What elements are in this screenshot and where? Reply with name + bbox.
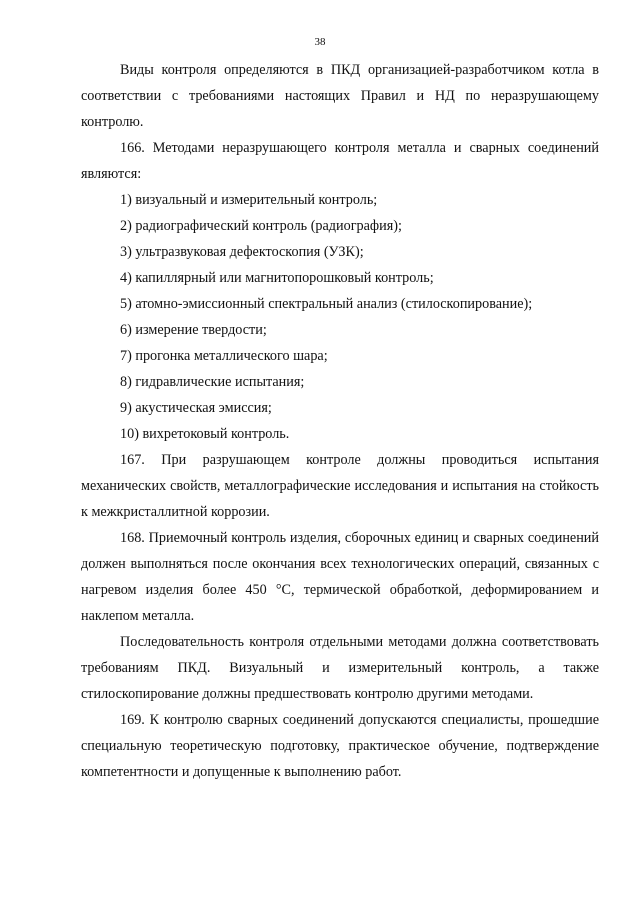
paragraph-169: 169. К контролю сварных соединений допускаются специалисты, прошедшие специальную теоретическую подготовку, практическое обучение, подтверждение компетентности и допущенные к выполнению работ. [81,712,599,780]
paragraph-167: 167. При разрушающем контроле должны проводиться испытания механических свойств, металлографические исследования и испытания на стойкость к межкристаллитной коррозии. [81,452,599,520]
list-item: 5) атомно-эмиссионный спектральный анализ (стилоскопирование); [120,296,533,312]
list-item: 10) вихретоковый контроль. [120,426,290,442]
list-item: 2) радиографический контроль (радиография); [120,218,402,234]
list-item: 1) визуальный и измерительный контроль; [120,192,378,208]
paragraph-intro: Виды контроля определяются в ПКД организацией-разработчиком котла в соответствии с требованиями настоящих Правил и НД по неразрушающему контролю. [81,62,599,130]
list-item: 7) прогонка металлического шара; [120,348,328,364]
list-item: 3) ультразвуковая дефектоскопия (УЗК); [120,244,364,260]
page-number: 38 [314,36,326,48]
paragraph-168: 168. Приемочный контроль изделия, сборочных единиц и сварных соединений должен выполняться после окончания всех технологических операций, связанных с нагревом изделия более 450 °С, термической обработкой, деформированием и наклепом металла. [81,530,599,624]
list-item: 8) гидравлические испытания; [120,374,305,390]
document-body [81,57,599,785]
list-item: 6) измерение твердости; [120,322,267,338]
methods-list [81,187,599,447]
paragraph-166: 166. Методами неразрушающего контроля металла и сварных соединений являются: [81,140,599,182]
paragraph-168-sequence: Последовательность контроля отдельными методами должна соответствовать требованиям ПКД. Визуальный и измерительный контроль, а также стилоскопирование должны предшествовать контролю другими методами. [81,634,599,702]
list-item: 9) акустическая эмиссия; [120,400,272,416]
list-item: 4) капиллярный или магнитопорошковый контроль; [120,270,434,286]
